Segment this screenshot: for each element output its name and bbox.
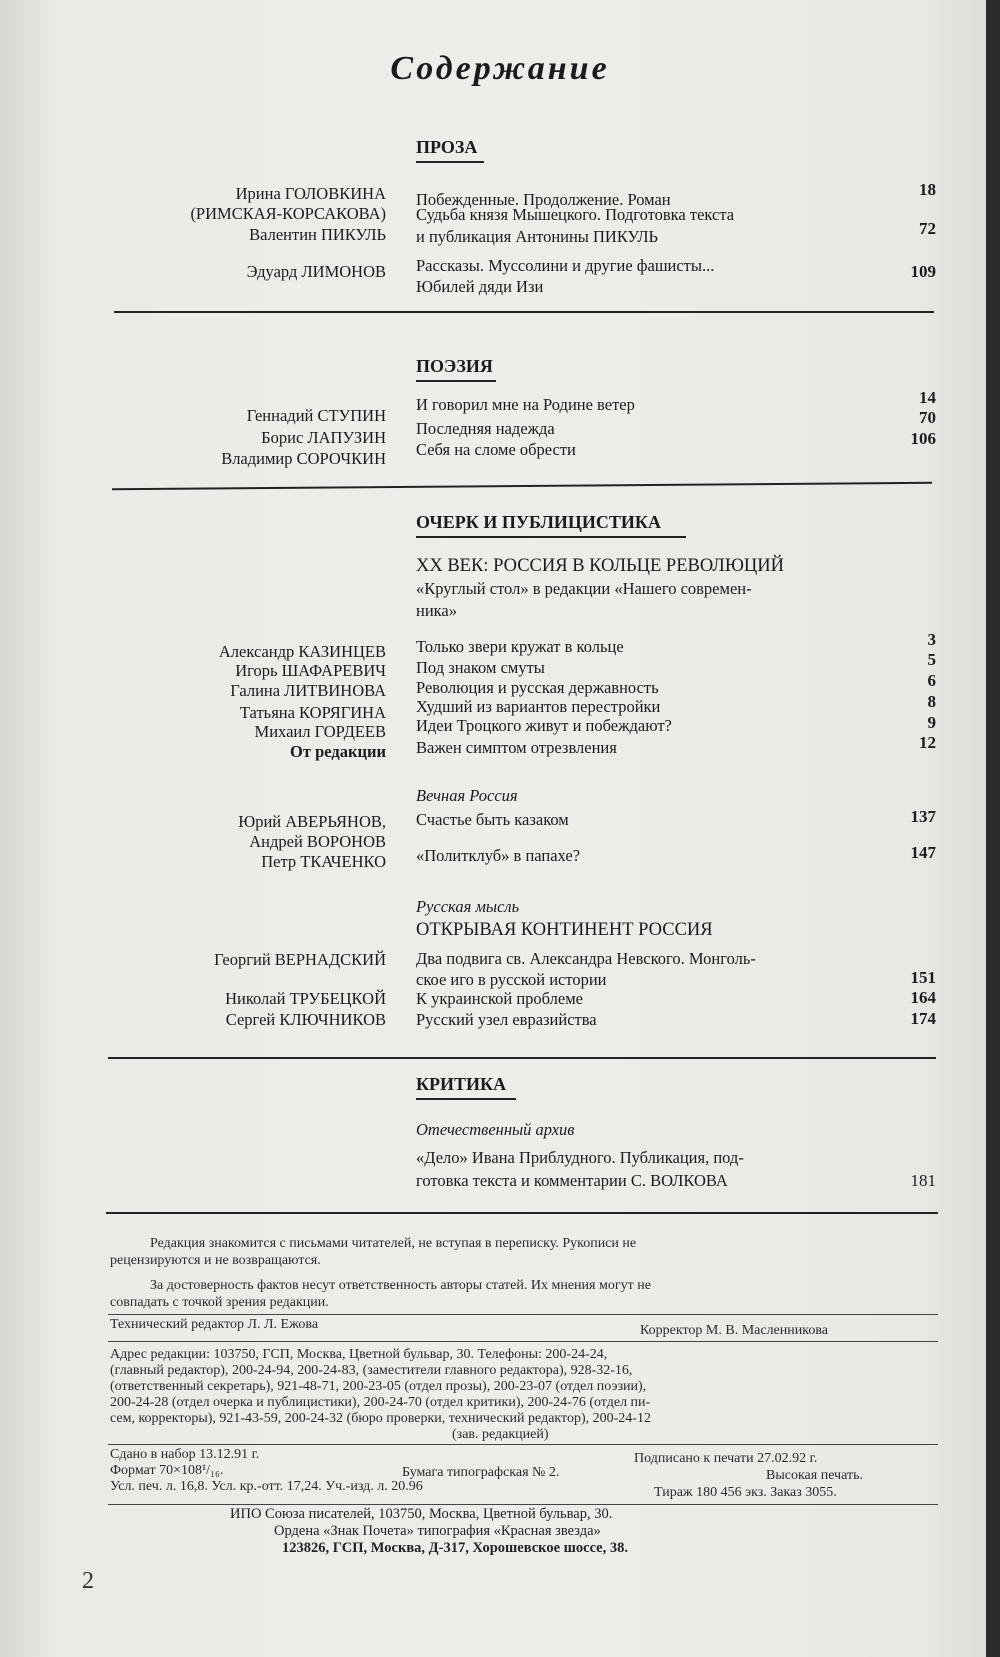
page-number: 2: [82, 1568, 94, 1594]
divider: [108, 1504, 938, 1505]
author: Игорь ШАФАРЕВИЧ: [235, 661, 386, 680]
section-divider: [112, 482, 932, 490]
page-ref: 137: [910, 807, 936, 826]
page-ref: 181: [910, 1171, 936, 1190]
print-detail: Тираж 180 456 экз. Заказ 3055.: [654, 1485, 837, 1500]
page-ref: 70: [919, 408, 936, 427]
divider: [108, 1314, 938, 1315]
work-title: Идеи Троцкого живут и побеждают?: [416, 716, 672, 735]
author: Владимир СОРОЧКИН: [221, 449, 386, 468]
footer-line: 123826, ГСП, Москва, Д-317, Хорошевское шоссе, 38.: [282, 1540, 628, 1556]
section-label: ПРОЗА: [416, 137, 478, 157]
subsection-rubric: Отечественный архив: [416, 1120, 575, 1139]
author: Галина ЛИТВИНОВА: [230, 681, 386, 700]
section-underline: [416, 536, 686, 538]
author: Петр ТКАЧЕНКО: [261, 852, 386, 871]
note-text: совпадать с точкой зрения редакции.: [110, 1295, 329, 1310]
work-title: Судьба князя Мышецкого. Подготовка текста: [416, 205, 735, 224]
subsection-note: «Круглый стол» в редакции «Нашего современ-: [416, 579, 752, 598]
publisher-footer: [230, 1506, 830, 1557]
print-detail: Сдано в набор 13.12.91 г.: [110, 1447, 260, 1462]
page-ref: 12: [919, 733, 936, 752]
section-poezia: [416, 356, 496, 382]
section-proza: [416, 137, 484, 163]
page-ref: 147: [910, 843, 936, 862]
note-text: рецензируются и не возвращаются.: [110, 1253, 321, 1268]
address-line: сем, корректоры), 921-43-59, 200-24-32 (бюро проверки, технический редактор), 200-24-12: [110, 1411, 651, 1426]
page-ref: 18: [919, 180, 936, 199]
section-underline: [416, 161, 484, 163]
print-detail: Бумага типографская № 2.: [402, 1465, 560, 1480]
author: Георгий ВЕРНАДСКИЙ: [214, 950, 386, 969]
section-underline: [416, 1098, 516, 1100]
work-title: Под знаком смуты: [416, 658, 545, 677]
corrector: Корректор М. В. Масленникова: [640, 1323, 828, 1338]
section-label: КРИТИКА: [416, 1074, 507, 1094]
page-ref: 6: [927, 671, 936, 690]
page-ref: 72: [919, 219, 936, 238]
page-ref: 151: [910, 968, 936, 987]
section-kritika: [416, 1074, 516, 1100]
work-title: «Дело» Ивана Приблудного. Публикация, под-: [416, 1148, 744, 1167]
address-line: (зав. редакцией): [452, 1427, 549, 1442]
author: От редакции: [290, 742, 386, 761]
divider: [108, 1444, 938, 1445]
page-ref: 106: [910, 429, 936, 448]
page-ref: 164: [910, 988, 936, 1007]
subsection-note-cont: ника»: [416, 601, 458, 620]
page-ref: 174: [910, 1009, 936, 1028]
author: Татьяна КОРЯГИНА: [239, 703, 386, 722]
print-detail: Высокая печать.: [766, 1468, 863, 1483]
address-line: 200-24-28 (отдел очерка и публицистики), 200-24-70 (отдел критики), 200-24-76 (отдел пи-: [110, 1395, 651, 1410]
divider: [108, 1341, 938, 1342]
page-ref: 14: [919, 388, 936, 407]
author: (РИМСКАЯ-КОРСАКОВА): [190, 204, 386, 223]
page-edge: [986, 0, 1000, 1657]
work-title-cont: и публикация Антонины ПИКУЛЬ: [416, 227, 659, 246]
author: Борис ЛАПУЗИН: [261, 428, 386, 447]
page-ref: 3: [927, 630, 936, 649]
section-label: ПОЭЗИЯ: [416, 356, 493, 376]
author: Андрей ВОРОНОВ: [249, 832, 386, 851]
work-title: Себя на сломе обрести: [416, 440, 576, 459]
work-title: Побежденные. Продолжение. Роман: [416, 190, 671, 209]
page-ref: 5: [927, 650, 936, 669]
page-ref: 9: [927, 713, 936, 732]
subsection-heading: ОТКРЫВАЯ КОНТИНЕНТ РОССИЯ: [416, 920, 713, 940]
address-line: (главный редактор), 200-24-94, 200-24-83, (заместители главного редактора), 928-32-16,: [110, 1363, 633, 1378]
address-line: (ответственный секретарь), 921-48-71, 200-23-05 (отдел прозы), 200-23-07 (отдел поэзии),: [110, 1379, 647, 1394]
author: Александр КАЗИНЦЕВ: [218, 642, 386, 661]
author: Сергей КЛЮЧНИКОВ: [225, 1010, 386, 1029]
work-title: Революция и русская державность: [416, 678, 659, 697]
work-title: Счастье быть казаком: [416, 810, 569, 829]
footer-line: ИПО Союза писателей, 103750, Москва, Цветной бульвар, 30.: [230, 1506, 613, 1522]
work-title: К украинской проблеме: [416, 989, 583, 1008]
work-title: Русский узел евразийства: [416, 1010, 597, 1029]
section-underline: [416, 380, 496, 382]
author: Эдуард ЛИМОНОВ: [246, 262, 386, 281]
page-title: Содержание: [390, 50, 610, 87]
author: Валентин ПИКУЛЬ: [249, 225, 386, 244]
print-detail: Формат 70×108¹/₁₆.: [110, 1463, 224, 1478]
work-title: «Политклуб» в папахе?: [416, 846, 581, 865]
footer-line: Ордена «Знак Почета» типография «Красная звезда»: [274, 1523, 601, 1539]
work-title: Два подвига св. Александра Невского. Монголь-: [416, 949, 756, 968]
tech-editor: Технический редактор Л. Л. Ежова: [110, 1317, 319, 1332]
page-ref: 109: [910, 262, 936, 281]
section-ocherk: [416, 512, 686, 538]
work-title: Худший из вариантов перестройки: [416, 697, 661, 716]
section-divider: [108, 1057, 936, 1059]
section-divider: [106, 1212, 938, 1214]
author: Михаил ГОРДЕЕВ: [254, 722, 386, 741]
author: Ирина ГОЛОВКИНА: [235, 184, 386, 203]
work-title: Рассказы. Муссолини и другие фашисты...: [416, 256, 715, 275]
work-title-cont: ское иго в русской истории: [416, 970, 607, 989]
note-text: Редакция знакомится с письмами читателей, не вступая в переписку. Рукописи не: [150, 1236, 637, 1251]
note-text: За достоверность фактов несут ответственность авторы статей. Их мнения могут не: [150, 1278, 651, 1293]
work-title-cont: готовка текста и комментарии С. ВОЛКОВА: [416, 1171, 728, 1190]
work-title: Только звери кружат в кольце: [416, 637, 624, 656]
address-line: Адрес редакции: 103750, ГСП, Москва, Цветной бульвар, 30. Телефоны: 200-24-24,: [110, 1347, 608, 1362]
work-title: И говорил мне на Родине ветер: [416, 395, 635, 414]
page-ref: 8: [927, 692, 936, 711]
author: Николай ТРУБЕЦКОЙ: [225, 989, 386, 1008]
work-title-cont: Юбилей дяди Изи: [416, 277, 544, 296]
work-title: Важен симптом отрезвления: [416, 738, 617, 757]
section-label: ОЧЕРК И ПУБЛИЦИСТИКА: [416, 512, 661, 532]
subsection-rubric: Вечная Россия: [416, 786, 518, 805]
subsection-rubric: Русская мысль: [416, 897, 520, 916]
print-detail: Подписано к печати 27.02.92 г.: [634, 1451, 818, 1466]
work-title: Последняя надежда: [416, 419, 555, 438]
author: Юрий АВЕРЬЯНОВ,: [238, 812, 386, 831]
subsection-heading: XX ВЕК: РОССИЯ В КОЛЬЦЕ РЕВОЛЮЦИЙ: [416, 556, 784, 576]
author: Геннадий СТУПИН: [246, 406, 386, 425]
print-detail: Усл. печ. л. 16,8. Усл. кр.-отт. 17,24. Уч.-изд. л. 20.96: [110, 1479, 423, 1494]
section-divider: [114, 311, 934, 313]
